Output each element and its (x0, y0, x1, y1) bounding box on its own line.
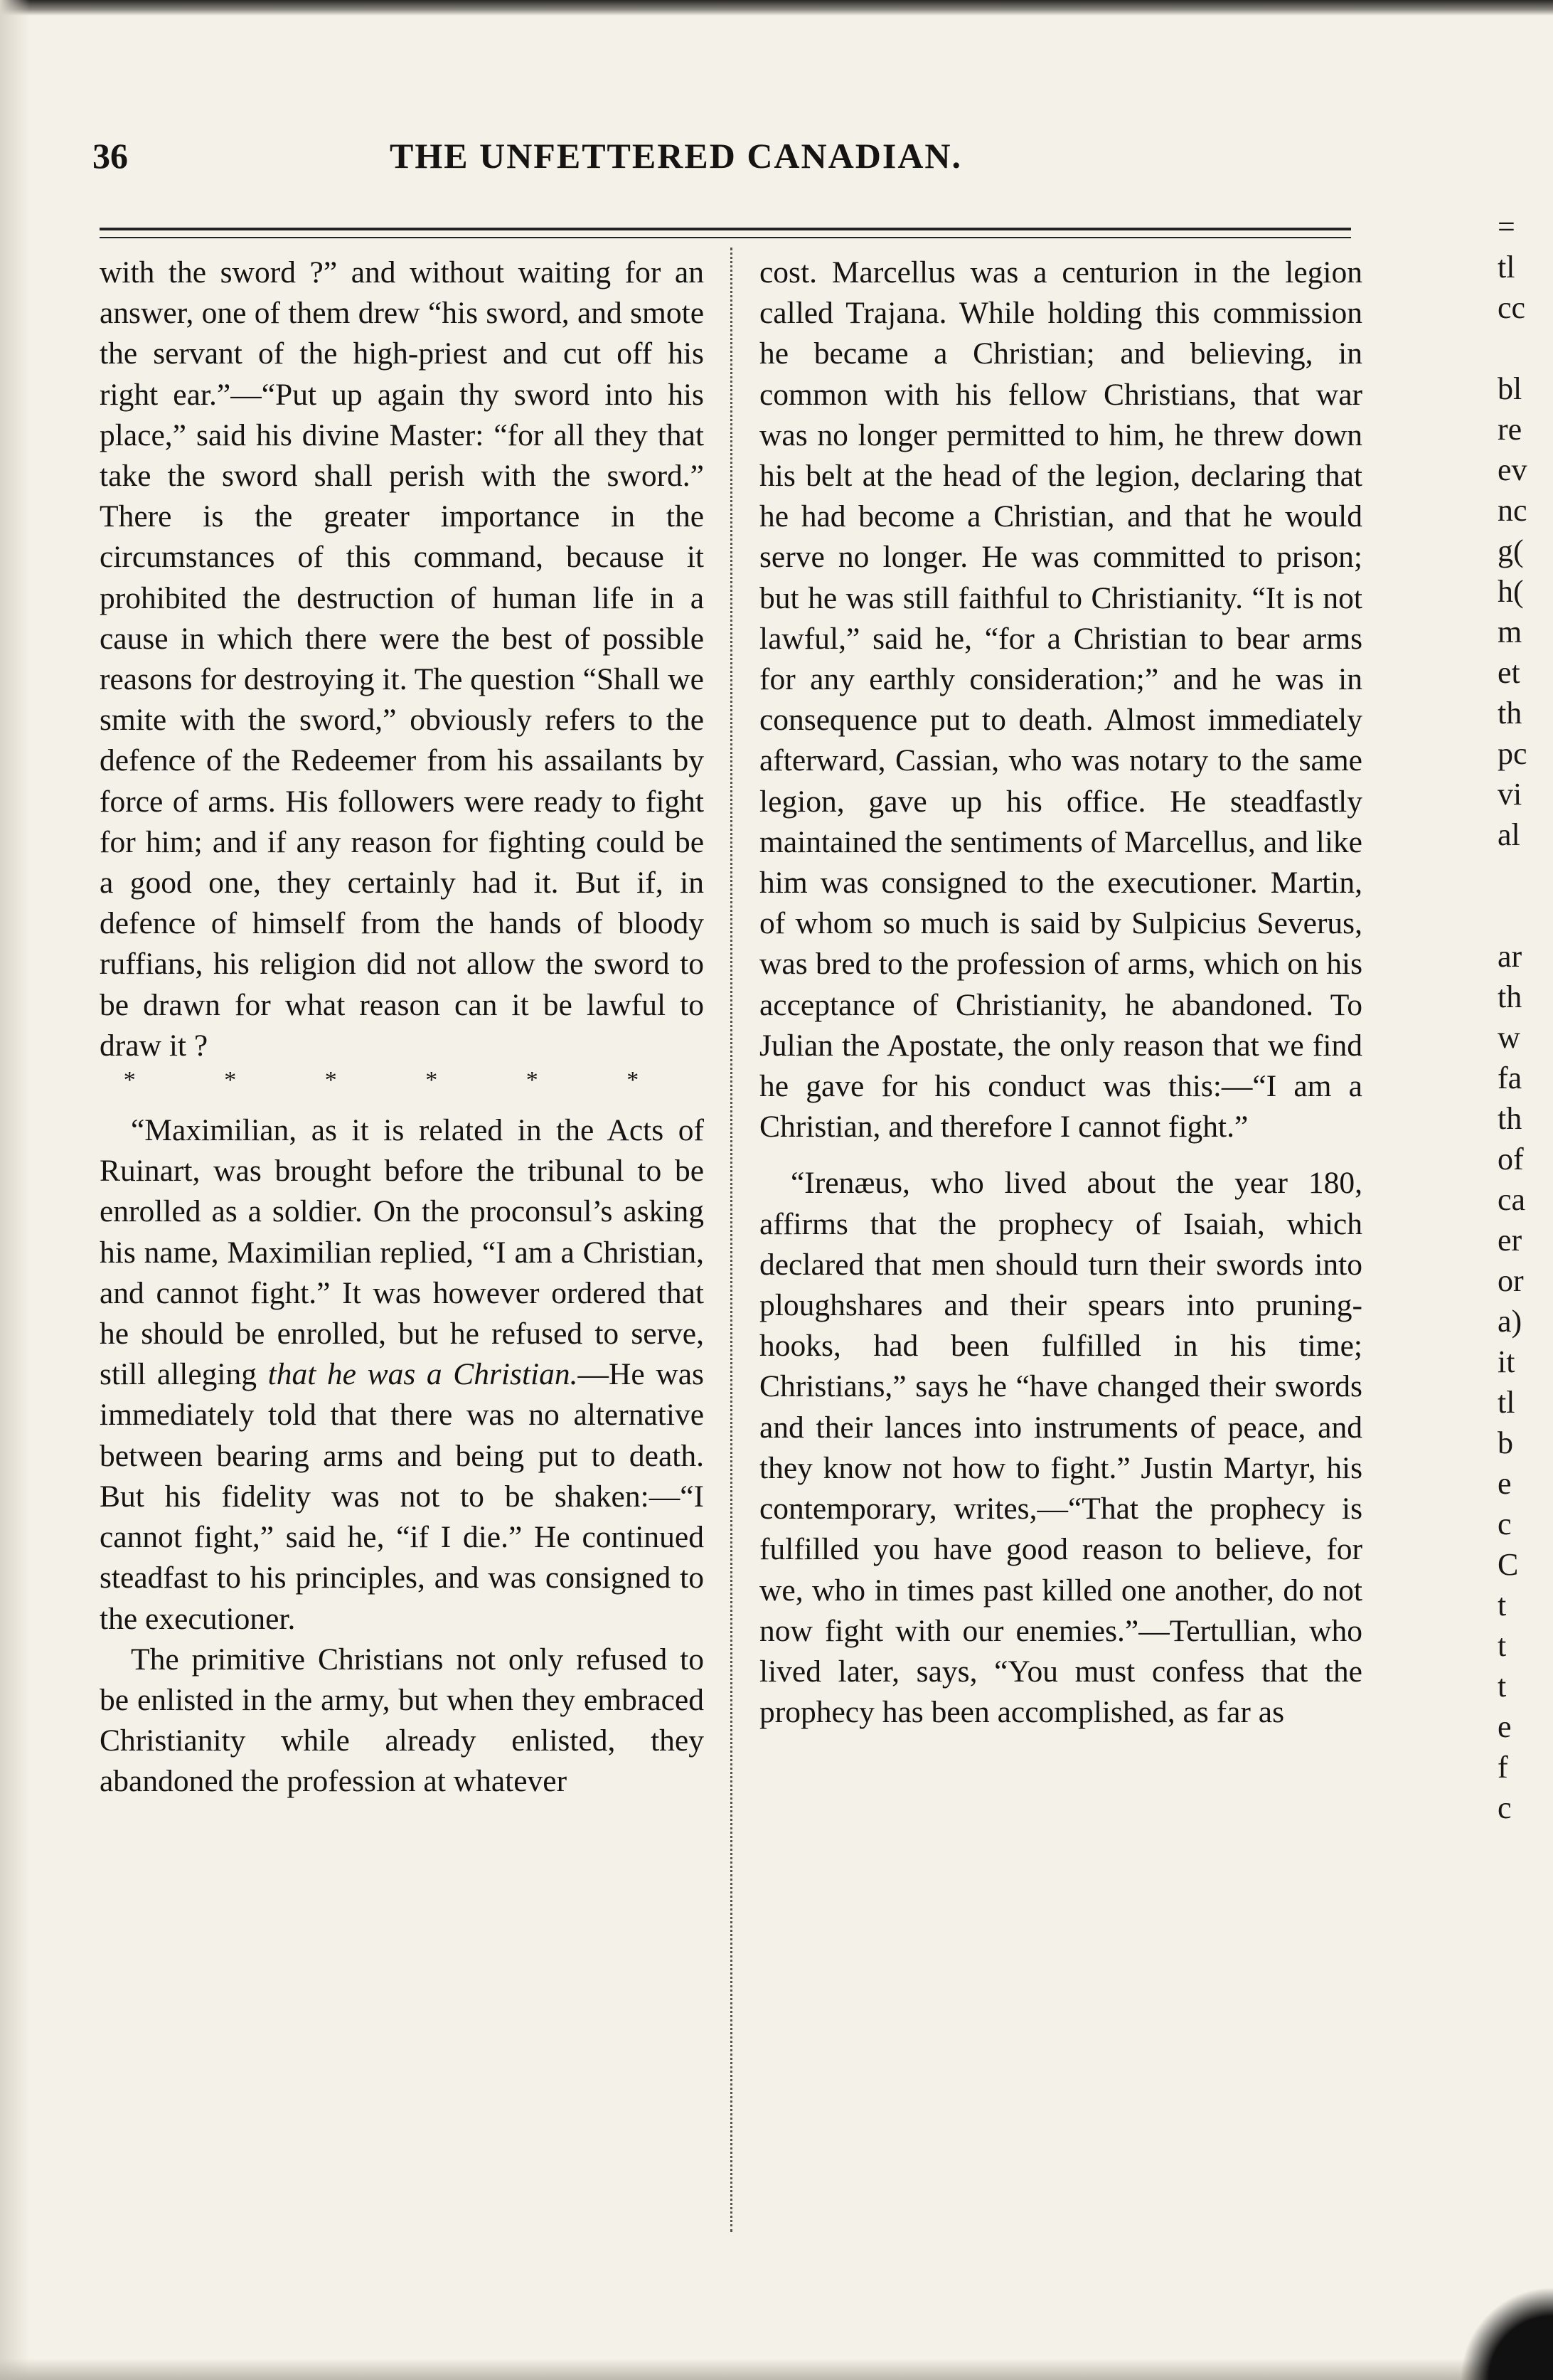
facing-page-fragment-line: tl (1498, 1385, 1515, 1420)
facing-page-fragment-line: pc (1498, 736, 1527, 771)
facing-page-fragment-line: bl (1498, 371, 1522, 406)
facing-page-fragment-line: b (1498, 1425, 1513, 1460)
facing-page-fragment-line: ev (1498, 452, 1527, 487)
facing-page-fragment-line: fa (1498, 1061, 1522, 1095)
facing-page-fragment-line: it (1498, 1344, 1515, 1379)
facing-page-fragment-line: vi (1498, 777, 1522, 812)
facing-page-fragment-line: t (1498, 1588, 1507, 1622)
facing-page-fragment-line: t (1498, 1628, 1507, 1663)
left-paragraph-3: The primitive Christians not only refused to be enlisted in the army, but when they embraced Christianity while already enlisted, they abandoned the profession at whatever (100, 1642, 704, 1799)
facing-page-fragment-line: c (1498, 1790, 1512, 1825)
facing-page-fragment-line (1498, 328, 1553, 368)
left-paragraph-2-text: “Maximilian, as it is related in the Acts of Ruinart, was brought before the tribunal to be enrolled as a soldier. On the proconsul’s asking his name, Maximilian replied, “I am a Christian, and cannot fight.” It was however ordered that he should be enrolled, but he refused to serve, still alleging (100, 1113, 704, 1392)
facing-page-fragment-line: = (1498, 209, 1515, 244)
facing-page-fragment-line: m (1498, 615, 1522, 649)
facing-page-fragment-line: et (1498, 655, 1520, 690)
facing-page-fragment-line: or (1498, 1263, 1524, 1298)
left-paragraph-2-text-end: —He was immediately told that there was no alternative between bearing arms and being put to death. But his fidelity was not to be shaken:—“I cannot fight,” said he, “if I die.” He continued steadfast to his principles, and was consigned to the executioner. (100, 1357, 704, 1636)
facing-page-fragment-line: w (1498, 1020, 1520, 1055)
facing-page-fragment-line: of (1498, 1142, 1524, 1176)
facing-page-fragment-line: nc (1498, 493, 1527, 528)
page-top-edge (0, 0, 1553, 16)
facing-page-fragment-line: e (1498, 1466, 1512, 1501)
facing-page-fragment-line: th (1498, 1101, 1522, 1136)
left-column (100, 253, 704, 1802)
page-number: 36 (92, 136, 128, 176)
facing-page-fragment-line: h( (1498, 574, 1524, 609)
left-paragraph-1: with the sword ?” and without waiting for an answer, one of them drew “his sword, and smote the servant of the high-priest and cut off his right ear.”—“Put up again thy sword into his place,” said his divine Master: “for all they that take the sword shall perish with the sword.” There is the greater importance in the circumstances of this command, because it prohibited the destruction of human life in a cause in which there were the best of possible reasons for destroying it. The question “Shall we smite with the sword,” obviously refers to the defence of the Redeemer from his assailants by force of arms. His followers were ready to fight for him; and if any reason for fighting could be a good one, they certainly had it. But if, in defence of himself from the hands of bloody ruffians, his religion did not allow the sword to be drawn for what reason can it be lawful to draw it ? (100, 255, 704, 1063)
facing-page-fragment-line (1498, 896, 1553, 936)
right-column (759, 253, 1362, 1733)
facing-page-fragment-line: cc (1498, 290, 1526, 325)
header-rule-thin (100, 237, 1351, 238)
facing-page-fragment-line: f (1498, 1750, 1508, 1785)
facing-page-fragment-line: ar (1498, 939, 1522, 974)
facing-page-fragment-line: ca (1498, 1182, 1526, 1217)
facing-page-fragment-line: a) (1498, 1304, 1522, 1339)
left-paragraph-2-italic: that he was a Christian. (267, 1357, 578, 1392)
facing-page-fragment-line: er (1498, 1223, 1522, 1258)
right-paragraph-2: “Irenæus, who lived about the year 180, affirms that the prophecy of Isaiah, which declared that men should turn their swords into ploughshares and their spears into pruning-hooks, had been fulfilled in his time; Christians,” says he “have changed their swords and their lances into instruments of peace, and they know not how to fight.” Justin Martyr, his contemporary, writes,—“That the prophecy is fulfilled you have good reason to believe, for we, who in times past killed one another, do not now fight with our enemies.”—Tertullian, who lived later, says, “You must confess that the prophecy has been accomplished, as far as (759, 1166, 1362, 1730)
facing-page-fragment-line: re (1498, 412, 1522, 447)
page-left-edge (0, 0, 30, 2380)
facing-page-fragment-line: al (1498, 817, 1520, 852)
left-paragraph-2 (100, 1110, 704, 1640)
facing-page-fragment-line: c (1498, 1507, 1512, 1541)
facing-page-fragment-line: th (1498, 979, 1522, 1014)
page-header (92, 135, 1358, 185)
page-bottom-edge (0, 2359, 1553, 2380)
facing-page-fragment-line (1498, 855, 1553, 896)
facing-page-fragment-line: g( (1498, 533, 1524, 568)
facing-page-fragment-line: tl (1498, 250, 1515, 285)
page-corner-curl (1411, 2288, 1553, 2380)
running-title: THE UNFETTERED CANADIAN. (390, 136, 963, 176)
facing-page-fragment-line: C (1498, 1547, 1519, 1582)
column-divider (730, 248, 732, 2232)
facing-page-fragment-line: th (1498, 696, 1522, 731)
header-rule-thick (100, 228, 1351, 230)
facing-page-fragment-line: e (1498, 1709, 1512, 1744)
section-break-stars: * * * * * * (123, 1067, 681, 1094)
facing-page-fragment (1498, 206, 1553, 1828)
right-paragraph-1: cost. Marcellus was a centurion in the legion called Trajana. While holding this commission he became a Christian; and believing, in common with his fellow Christians, that war was no longer permitted to him, he threw down his belt at the head of the legion, declaring that he had become a Christian, and that he would serve no longer. He was committed to prison; but he was still faithful to Christianity. “It is not lawful,” said he, “for a Christian to bear arms for any earthly consideration;” and he was in consequence put to death. Almost immediately afterward, Cassian, who was notary to the same legion, gave up his office. He steadfastly maintained the sentiments of Marcellus, and like him was consigned to the executioner. Martin, of whom so much is said by Sulpicius Severus, was bred to the profession of arms, which on his acceptance of Christianity, he abandoned. To Julian the Apostate, the only reason that we find he gave for his conduct was this:—“I am a Christian, and therefore I cannot fight.” (759, 255, 1362, 1144)
facing-page-fragment-line: t (1498, 1669, 1507, 1704)
